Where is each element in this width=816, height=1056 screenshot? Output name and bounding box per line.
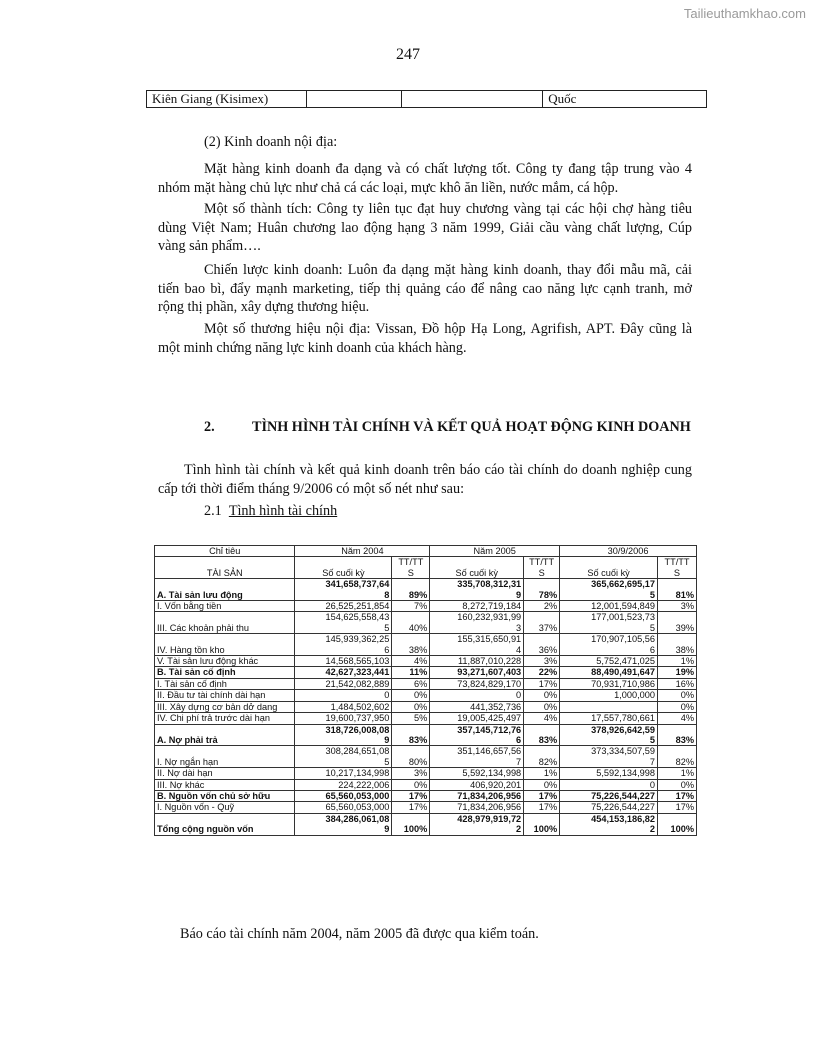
percent-2005: 0%	[524, 779, 560, 790]
value-2004: 26,525,251,854	[295, 601, 392, 612]
value-2004: 145,939,362,25 6	[295, 634, 392, 656]
percent-2004: 11%	[392, 667, 430, 678]
value-2006	[560, 701, 658, 712]
intro-text: Tình hình tài chính và kết quả kinh doanh trên báo cáo tài chính do doanh nghiệp cung cấp tới thời điểm tháng 9/2006 có một số nét như sau:	[158, 462, 692, 497]
percent-2004: 17%	[392, 802, 430, 813]
value-2004: 42,627,323,441	[295, 667, 392, 678]
percent-2006: 1%	[658, 768, 697, 779]
value-2005: 11,887,010,228	[430, 656, 524, 667]
table-body	[155, 579, 697, 835]
row-label: II. Nợ dài hạn	[155, 768, 295, 779]
row-label: I. Nguồn vốn - Quỹ	[155, 802, 295, 813]
value-2005: 357,145,712,76 6	[430, 724, 524, 746]
paragraph-achievements: Một số thành tích: Công ty liên tục đạt huy chương vàng tại các hội chợ hàng tiêu dùng Việt Nam; Huân chương lao động hạng 3 năm 1999, Giải cầu vàng chất lượng, Cúp vàng sản phẩm….	[158, 201, 692, 254]
row-label: A. Tài sản lưu động	[155, 579, 295, 601]
value-2006: 17,557,780,661	[560, 713, 658, 724]
percent-2006: 3%	[658, 601, 697, 612]
percent-2006: 38%	[658, 634, 697, 656]
header-year-2004: Năm 2004	[295, 546, 430, 557]
table-row	[155, 656, 697, 667]
table-row	[155, 779, 697, 790]
percent-2005: 1%	[524, 768, 560, 779]
value-2005: 441,352,736	[430, 701, 524, 712]
table-row	[155, 667, 697, 678]
table-row	[155, 746, 697, 768]
section-heading	[204, 418, 694, 436]
row-label: IV. Hàng tồn kho	[155, 634, 295, 656]
row-label: IV. Chi phí trả trước dài hạn	[155, 713, 295, 724]
value-2004: 10,217,134,998	[295, 768, 392, 779]
percent-2006: 82%	[658, 746, 697, 768]
table-subheader-row	[155, 557, 697, 579]
percent-2005: 36%	[524, 634, 560, 656]
percent-2004: 4%	[392, 656, 430, 667]
percent-2004: 7%	[392, 601, 430, 612]
row-label: II. Đầu tư tài chính dài hạn	[155, 690, 295, 701]
subsection-number: 2.1	[204, 503, 222, 519]
row-label: B. Tài sản cố định	[155, 667, 295, 678]
percent-2005: 78%	[524, 579, 560, 601]
intro-paragraph	[158, 461, 692, 498]
row-label: III. Nợ khác	[155, 779, 295, 790]
subsection-title: Tình hình tài chính	[228, 503, 338, 519]
value-2005: 71,834,206,956	[430, 802, 524, 813]
value-2005: 351,146,657,56 7	[430, 746, 524, 768]
value-2006: 12,001,594,849	[560, 601, 658, 612]
value-2004: 14,568,565,103	[295, 656, 392, 667]
section-title: TÌNH HÌNH TÀI CHÍNH VÀ KẾT QUẢ HOẠT ĐỘNG KINH DOANH	[252, 419, 691, 435]
financial-table	[154, 545, 697, 836]
percent-2006: 1%	[658, 656, 697, 667]
value-2006: 88,490,491,647	[560, 667, 658, 678]
percent-2005: 17%	[524, 790, 560, 801]
percent-2005: 37%	[524, 612, 560, 634]
percent-2005: 4%	[524, 713, 560, 724]
value-2006: 75,226,544,227	[560, 790, 658, 801]
value-2006: 70,931,710,986	[560, 678, 658, 689]
table-cell	[306, 91, 401, 108]
row-label: III. Các khoản phải thu	[155, 612, 295, 634]
row-label: B. Nguồn vốn chủ sở hữu	[155, 790, 295, 801]
table-row	[147, 91, 707, 108]
percent-2006: 83%	[658, 724, 697, 746]
section-number: 2.	[204, 419, 215, 435]
value-2005: 0	[430, 690, 524, 701]
percent-2006: 17%	[658, 790, 697, 801]
percent-2005: 2%	[524, 601, 560, 612]
percent-2004: 5%	[392, 713, 430, 724]
value-2004: 341,658,737,64 8	[295, 579, 392, 601]
table-row	[155, 690, 697, 701]
value-2005: 73,824,829,170	[430, 678, 524, 689]
body-paragraph-1-block	[158, 133, 692, 152]
header-year-2005: Năm 2005	[430, 546, 560, 557]
value-2005: 428,979,919,72 2	[430, 813, 524, 835]
percent-2004: 0%	[392, 701, 430, 712]
value-2004: 1,484,502,602	[295, 701, 392, 712]
percent-2004: 17%	[392, 790, 430, 801]
percent-2005: 82%	[524, 746, 560, 768]
percent-2005: 17%	[524, 802, 560, 813]
value-2004: 318,726,008,08 9	[295, 724, 392, 746]
row-label: V. Tài sản lưu động khác	[155, 656, 295, 667]
percent-2004: 3%	[392, 768, 430, 779]
value-2005: 406,920,201	[430, 779, 524, 790]
value-2004: 0	[295, 690, 392, 701]
value-2004: 19,600,737,950	[295, 713, 392, 724]
percent-2004: 0%	[392, 690, 430, 701]
value-2004: 308,284,651,08 5	[295, 746, 392, 768]
value-2006: 5,752,471,025	[560, 656, 658, 667]
page-number: 247	[396, 46, 420, 63]
value-2006: 373,334,507,59 7	[560, 746, 658, 768]
body-paragraph-3-block	[158, 200, 692, 256]
percent-2006: 17%	[658, 802, 697, 813]
paragraph-brands: Một số thương hiệu nội địa: Vissan, Đồ hộp Hạ Long, Agrifish, APT. Đây cũng là một minh chứng năng lực kinh doanh của khách hàng.	[158, 321, 692, 356]
paragraph-products: Mặt hàng kinh doanh đa dạng và có chất lượng tốt. Công ty đang tập trung vào 4 nhóm mặt hàng chủ lực như chả cá các loại, mực khô ăn liền, nước mắm, cá hộp.	[158, 161, 692, 196]
value-2005: 71,834,206,956	[430, 790, 524, 801]
table-row	[155, 612, 697, 634]
value-2006: 75,226,544,227	[560, 802, 658, 813]
value-2004: 21,542,082,889	[295, 678, 392, 689]
header-so-cuoi-ky: Số cuối kỳ	[560, 557, 658, 579]
percent-2004: 83%	[392, 724, 430, 746]
paragraph-strategy: Chiến lược kinh doanh: Luôn đa dạng mặt hàng kinh doanh, thay đổi mẫu mã, cải tiến bao bì, đẩy mạnh marketing, tiếp thị quảng cáo để nâng cao năng lực cạnh tranh, mở rộng thị phần, xây dựng thương hiệu.	[158, 262, 692, 315]
header-tai-san: TÀI SẢN	[155, 557, 295, 579]
value-2005: 8,272,719,184	[430, 601, 524, 612]
percent-2005: 0%	[524, 701, 560, 712]
body-paragraph-2-block	[158, 160, 692, 197]
table-row	[155, 768, 697, 779]
percent-2004: 80%	[392, 746, 430, 768]
body-paragraph-5-block	[158, 320, 692, 357]
header-date-2006: 30/9/2006	[560, 546, 697, 557]
percent-2006: 81%	[658, 579, 697, 601]
watermark: Tailieuthamkhao.com	[683, 6, 806, 21]
percent-2005: 3%	[524, 656, 560, 667]
percent-2006: 0%	[658, 701, 697, 712]
table-row	[155, 802, 697, 813]
percent-2004: 0%	[392, 779, 430, 790]
row-label: I. Vốn bằng tiền	[155, 601, 295, 612]
subsection-heading	[204, 503, 337, 520]
table-row	[155, 813, 697, 835]
header-tt: TT/TT S	[524, 557, 560, 579]
table-row	[155, 678, 697, 689]
row-label: I. Tài sản cố định	[155, 678, 295, 689]
body-paragraph-4-block	[158, 261, 692, 317]
value-2004: 65,560,053,000	[295, 790, 392, 801]
footer-note: Báo cáo tài chính năm 2004, năm 2005 đã được qua kiểm toán.	[180, 926, 539, 942]
row-label: III. Xây dựng cơ bản dở dang	[155, 701, 295, 712]
top-table	[146, 90, 707, 108]
value-2006: 0	[560, 779, 658, 790]
percent-2006: 39%	[658, 612, 697, 634]
percent-2005: 83%	[524, 724, 560, 746]
paragraph-domestic-business: (2) Kinh doanh nội địa:	[204, 134, 338, 150]
value-2004: 154,625,558,43 5	[295, 612, 392, 634]
percent-2005: 22%	[524, 667, 560, 678]
value-2006: 177,001,523,73 5	[560, 612, 658, 634]
percent-2004: 40%	[392, 612, 430, 634]
table-cell: Quốc	[543, 91, 707, 108]
percent-2004: 100%	[392, 813, 430, 835]
value-2005: 155,315,650,91 4	[430, 634, 524, 656]
header-chi-tieu: Chỉ tiêu	[155, 546, 295, 557]
value-2005: 160,232,931,99 3	[430, 612, 524, 634]
percent-2006: 19%	[658, 667, 697, 678]
percent-2004: 38%	[392, 634, 430, 656]
percent-2005: 17%	[524, 678, 560, 689]
header-so-cuoi-ky: Số cuối kỳ	[295, 557, 392, 579]
value-2006: 170,907,105,56 6	[560, 634, 658, 656]
row-label: A. Nợ phải trả	[155, 724, 295, 746]
table-cell	[401, 91, 543, 108]
value-2006: 454,153,186,82 2	[560, 813, 658, 835]
table-header-row	[155, 546, 697, 557]
value-2005: 19,005,425,497	[430, 713, 524, 724]
table-row	[155, 601, 697, 612]
value-2006: 365,662,695,17 5	[560, 579, 658, 601]
percent-2006: 0%	[658, 779, 697, 790]
value-2004: 384,286,061,08 9	[295, 813, 392, 835]
percent-2004: 6%	[392, 678, 430, 689]
percent-2006: 0%	[658, 690, 697, 701]
header-tt: TT/TT S	[658, 557, 697, 579]
percent-2006: 4%	[658, 713, 697, 724]
percent-2006: 16%	[658, 678, 697, 689]
table-row	[155, 634, 697, 656]
row-label: Tổng cộng nguồn vốn	[155, 813, 295, 835]
table-row	[155, 790, 697, 801]
value-2006: 1,000,000	[560, 690, 658, 701]
percent-2005: 0%	[524, 690, 560, 701]
value-2005: 335,708,312,31 9	[430, 579, 524, 601]
value-2006: 5,592,134,998	[560, 768, 658, 779]
value-2005: 5,592,134,998	[430, 768, 524, 779]
table-cell: Kiên Giang (Kisimex)	[147, 91, 307, 108]
percent-2005: 100%	[524, 813, 560, 835]
value-2004: 224,222,006	[295, 779, 392, 790]
value-2006: 378,926,642,59 5	[560, 724, 658, 746]
value-2004: 65,560,053,000	[295, 802, 392, 813]
table-row	[155, 713, 697, 724]
percent-2004: 89%	[392, 579, 430, 601]
table-row	[155, 724, 697, 746]
percent-2006: 100%	[658, 813, 697, 835]
header-tt: TT/TT S	[392, 557, 430, 579]
table-row	[155, 701, 697, 712]
table-row	[155, 579, 697, 601]
value-2005: 93,271,607,403	[430, 667, 524, 678]
header-so-cuoi-ky: Số cuối kỳ	[430, 557, 524, 579]
row-label: I. Nợ ngắn hạn	[155, 746, 295, 768]
